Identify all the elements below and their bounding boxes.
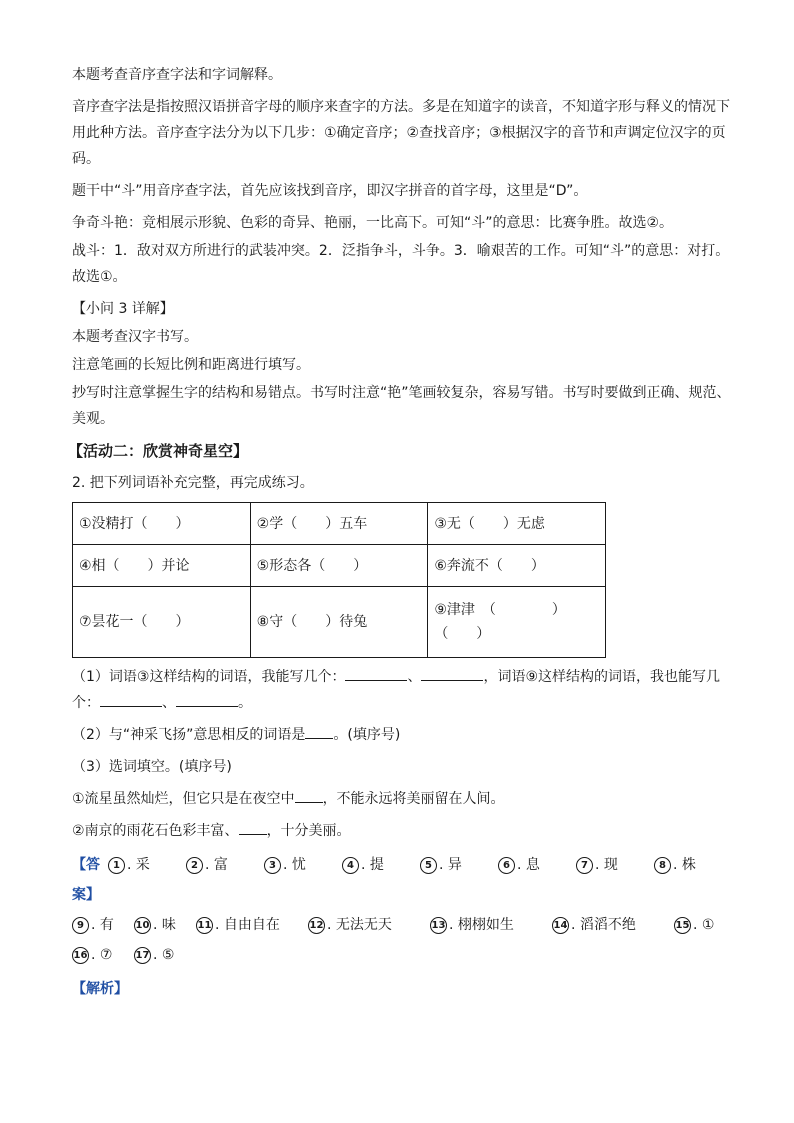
answer-item: 3 . 忧 bbox=[264, 850, 342, 910]
document-page bbox=[68, 62, 732, 1004]
answer-number: 5 bbox=[420, 857, 437, 874]
answer-value: 栩栩如生 bbox=[457, 917, 514, 933]
table-cell: ⑧守（ ）待兔 bbox=[250, 587, 428, 658]
table-row bbox=[73, 503, 606, 545]
sub2-text: （2）与“神采飞扬”意思相反的词语是 bbox=[72, 727, 306, 743]
q3-header: 【小问 3 详解】 bbox=[72, 301, 174, 317]
answer-value: 有 bbox=[99, 917, 114, 933]
answer-number: 6 bbox=[498, 857, 515, 874]
sub-question-3: （3）选词填空。(填序号) bbox=[72, 759, 232, 775]
answer-blank[interactable] bbox=[176, 690, 238, 707]
sub1-text-a: （1）词语③这样结构的词语，我能写几个： bbox=[72, 669, 346, 685]
table-cell: ⑥奔流不（ ） bbox=[428, 545, 606, 587]
answer-item: 16 . ⑦ bbox=[73, 947, 113, 963]
fill1-text-a: ①流星虽然灿烂，但它只是在夜空中 bbox=[72, 791, 295, 807]
answer-row-3 bbox=[72, 940, 732, 970]
analysis-label: 【解析】 bbox=[72, 981, 128, 997]
section-title: 【活动二：欣赏神奇星空】 bbox=[68, 442, 249, 460]
answer-item: 4 . 提 bbox=[342, 850, 420, 910]
answer-row-1 bbox=[72, 850, 732, 910]
answer-number: 15 bbox=[674, 917, 691, 934]
table-cell: ④相（ ）并论 bbox=[73, 545, 251, 587]
answer-number: 17 bbox=[134, 947, 151, 964]
answer-number: 13 bbox=[430, 917, 447, 934]
answer-item: 2 . 富 bbox=[186, 850, 264, 910]
paragraph-3: 争奇斗艳：竞相展示形貌、色彩的奇异、艳丽，一比高下。可知“斗”的意思：比赛争胜。故选②。 bbox=[72, 215, 674, 231]
answer-value: ⑤ bbox=[161, 947, 175, 963]
answer-list-2 bbox=[72, 910, 744, 940]
answer-number: 9 bbox=[72, 917, 89, 934]
paragraph-2: 题干中“斗”用音序查字法，首先应该找到音序，即汉字拼音的首字母，这里是“D”。 bbox=[72, 183, 588, 199]
answer-value: 息 bbox=[525, 857, 540, 873]
answer-value: 现 bbox=[603, 857, 618, 873]
answer-item: 15 . ① bbox=[675, 917, 715, 933]
word-table bbox=[72, 502, 606, 658]
answer-value: 株 bbox=[681, 857, 696, 873]
sub-question-2 bbox=[72, 722, 732, 748]
answer-number: 16 bbox=[72, 947, 89, 964]
fill2-text-a: ②南京的雨花石色彩丰富、 bbox=[72, 823, 239, 839]
sub1-text-b: ，词语⑨这样结构的词语，我也能写几个： bbox=[72, 669, 721, 711]
answer-number: 7 bbox=[576, 857, 593, 874]
table-cell: ⑤形态各（ ） bbox=[250, 545, 428, 587]
answer-item: 9 . 有 bbox=[72, 910, 134, 940]
q3-paragraph-0: 本题考查汉字书写。 bbox=[72, 329, 198, 345]
answer-value: 滔滔不绝 bbox=[579, 917, 636, 933]
answer-number: 11 bbox=[196, 917, 213, 934]
sub1-text-c: 。 bbox=[238, 695, 252, 711]
paragraph-4: 战斗：1．敌对双方所进行的武装冲突。2．泛指争斗，斗争。3．喻艰苦的工作。可知“斗”的意思：对打。故选①。 bbox=[72, 243, 730, 285]
answer-blank[interactable] bbox=[305, 722, 333, 739]
answer-blank[interactable] bbox=[345, 664, 407, 681]
question-intro: 2. 把下列词语补充完整，再完成练习。 bbox=[72, 475, 314, 491]
answer-blank[interactable] bbox=[421, 664, 483, 681]
answer-value: ⑦ bbox=[99, 947, 113, 963]
answer-item: 1 . 采 bbox=[108, 850, 186, 910]
answer-list-3 bbox=[72, 940, 744, 970]
answer-value: 无法无天 bbox=[335, 917, 392, 933]
fill-sentence-1 bbox=[72, 786, 732, 812]
answer-item: 5 . 异 bbox=[420, 850, 498, 910]
table-cell: ③无（ ）无虑 bbox=[428, 503, 606, 545]
answer-item: 17 . ⑤ bbox=[135, 947, 175, 963]
answer-item: 10 . 味 bbox=[135, 917, 176, 933]
paragraph-0: 本题考查音序查字法和字词解释。 bbox=[72, 67, 282, 83]
answer-number: 12 bbox=[308, 917, 325, 934]
table-row bbox=[73, 545, 606, 587]
answer-blank[interactable] bbox=[295, 786, 323, 803]
answer-number: 14 bbox=[552, 917, 569, 934]
answer-item: 6 . 息 bbox=[498, 850, 576, 910]
answer-blank[interactable] bbox=[239, 818, 267, 835]
table-cell: ②学（ ）五车 bbox=[250, 503, 428, 545]
answer-value: ① bbox=[701, 917, 715, 933]
answer-item: 13 . 栩栩如生 bbox=[431, 917, 514, 933]
q3-paragraph-2: 抄写时注意掌握生字的结构和易错点。书写时注意“艳”笔画较复杂，容易写错。书写时要做到正确、规范、美观。 bbox=[72, 385, 731, 427]
answer-number: 8 bbox=[654, 857, 671, 874]
table-cell: ⑨津津 （ ）（ ） bbox=[428, 587, 606, 658]
sub-question-1: （1）词语③这样结构的词语，我能写几个： 、 ，词语⑨这样结构的词语，我也能写几个： 、 。 bbox=[72, 664, 732, 716]
fill1-text-b: ，不能永远将美丽留在人间。 bbox=[322, 791, 505, 807]
answer-number: 4 bbox=[342, 857, 359, 874]
table-cell: ①没精打（ ） bbox=[73, 503, 251, 545]
answer-number: 3 bbox=[264, 857, 281, 874]
answer-blank[interactable] bbox=[100, 690, 162, 707]
answer-value: 采 bbox=[135, 857, 150, 873]
answer-item: 14 . 滔滔不绝 bbox=[553, 917, 636, 933]
answer-number: 2 bbox=[186, 857, 203, 874]
answer-item: 12 . 无法无天 bbox=[309, 917, 392, 933]
fill2-text-b: ，十分美丽。 bbox=[266, 823, 351, 839]
answer-value: 味 bbox=[161, 917, 176, 933]
fill-sentence-2 bbox=[72, 818, 732, 844]
answer-value: 富 bbox=[213, 857, 228, 873]
answer-row-2 bbox=[72, 910, 732, 940]
answer-label: 【答案】 bbox=[72, 857, 100, 903]
answer-value: 自由自在 bbox=[223, 917, 280, 933]
table-row bbox=[73, 587, 606, 658]
answer-value: 忧 bbox=[291, 857, 306, 873]
answer-item: 11 . 自由自在 bbox=[197, 917, 280, 933]
q3-paragraph-1: 注意笔画的长短比例和距离进行填写。 bbox=[72, 357, 310, 373]
answer-number: 1 bbox=[108, 857, 125, 874]
paragraph-1: 音序查字法是指按照汉语拼音字母的顺序来查字的方法。多是在知道字的读音，不知道字形与释义的情况下用此种方法。音序查字法分为以下几步：①确定音序；②查找音序；③根据汉字的音节和声调定位汉字的页码。 bbox=[72, 99, 730, 167]
table-cell: ⑦昙花一（ ） bbox=[73, 587, 251, 658]
answer-item: 7 . 现 bbox=[576, 850, 654, 910]
sub2-text-end: 。(填序号) bbox=[333, 727, 401, 743]
answer-value: 异 bbox=[447, 857, 462, 873]
answer-list-1 bbox=[108, 850, 732, 910]
answer-value: 提 bbox=[369, 857, 384, 873]
answer-number: 10 bbox=[134, 917, 151, 934]
answer-item: 8 . 株 bbox=[654, 850, 732, 910]
